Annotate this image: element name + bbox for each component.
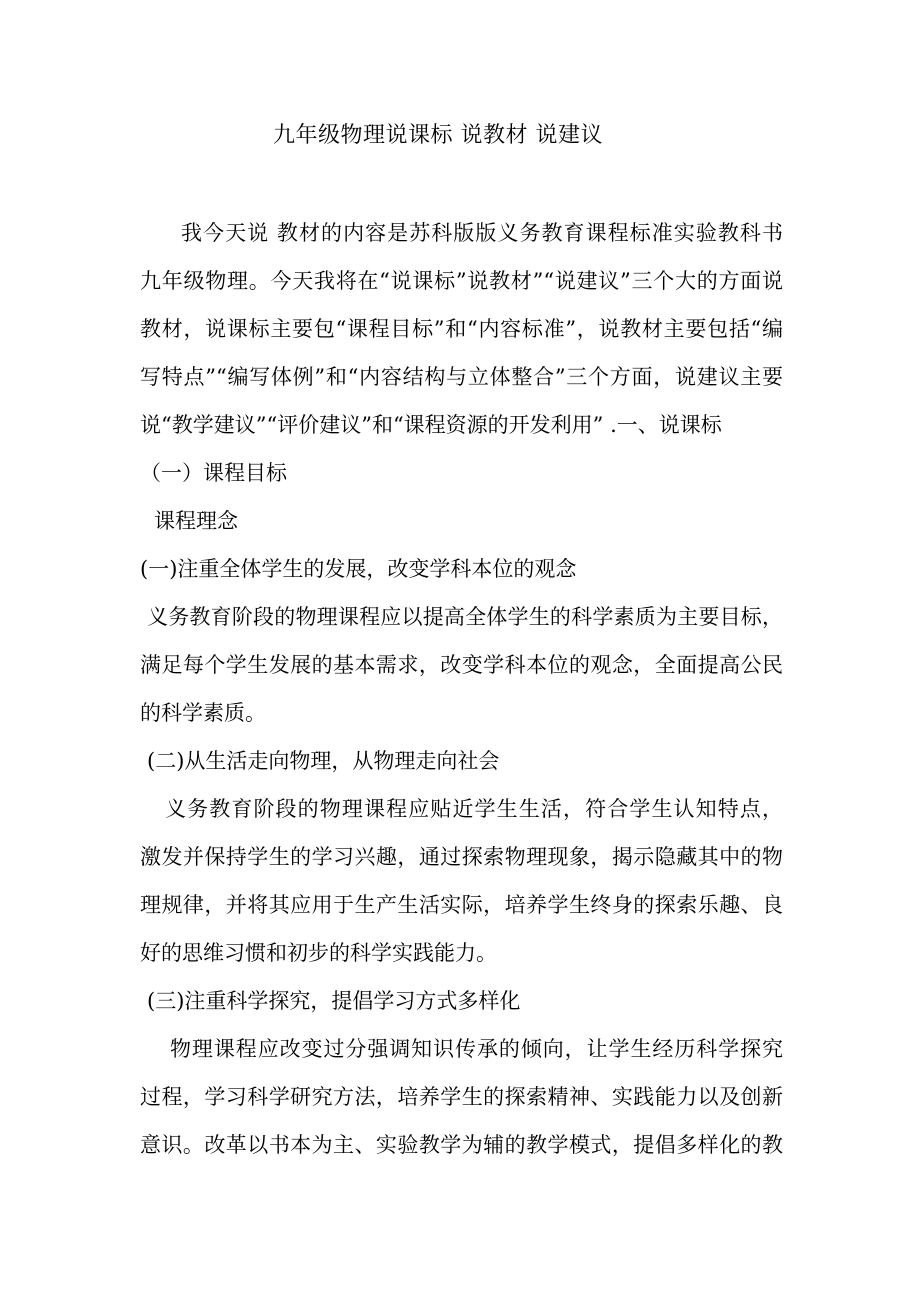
paragraph-line: 义务教育阶段的物理课程应贴近学生生活，符合学生认知特点， <box>165 797 783 821</box>
paragraph-line: 意识。改革以书本为主、实验教学为辅的教学模式，提倡多样化的教 <box>140 1133 783 1157</box>
subsection-heading: 课程理念 <box>154 509 238 533</box>
paragraph-line: 满足每个学生发展的基本需求，改变学科本位的观念，全面提高公民 <box>140 653 783 677</box>
paragraph-line: 说“教学建议”“评价建议”和“课程资源的开发利用” .一、说课标 <box>140 413 722 437</box>
paragraph-line: 教材，说课标主要包“课程目标”和“内容标准”，说教材主要包括“编 <box>140 317 783 341</box>
paragraph-line: 激发并保持学生的学习兴趣，通过探索物理现象，揭示隐藏其中的物 <box>140 845 783 869</box>
paragraph-line: 我今天说 教材的内容是苏科版版义务教育课程标准实验教科书 <box>181 221 783 245</box>
paragraph-line: 写特点”“编写体例”和“内容结构与立体整合”三个方面，说建议主要 <box>140 365 783 389</box>
item-heading: (二)从生活走向物理，从物理走向社会 <box>147 749 500 773</box>
paragraph-line: 九年级物理。今天我将在“说课标”说教材”“说建议”三个大的方面说 <box>140 269 783 293</box>
paragraph-line: 好的思维习惯和初步的科学实践能力。 <box>140 941 497 965</box>
section-heading: （一）课程目标 <box>140 461 287 485</box>
item-heading: (三)注重科学探究，提倡学习方式多样化 <box>147 989 521 1013</box>
paragraph-line: 过程，学习科学研究方法，培养学生的探索精神、实践能力以及创新 <box>140 1085 783 1109</box>
paragraph-line: 的科学素质。 <box>140 701 266 725</box>
paragraph-line: 义务教育阶段的物理课程应以提高全体学生的科学素质为主要目标， <box>147 605 783 629</box>
paragraph-line: 理规律，并将其应用于生产生活实际，培养学生终身的探索乐趣、良 <box>140 893 783 917</box>
document-title: 九年级物理说课标 说教材 说建议 <box>273 123 603 148</box>
item-heading: (一)注重全体学生的发展，改变学科本位的观念 <box>140 557 577 581</box>
paragraph-line: 物理课程应改变过分强调知识传承的倾向，让学生经历科学探究 <box>170 1037 783 1061</box>
